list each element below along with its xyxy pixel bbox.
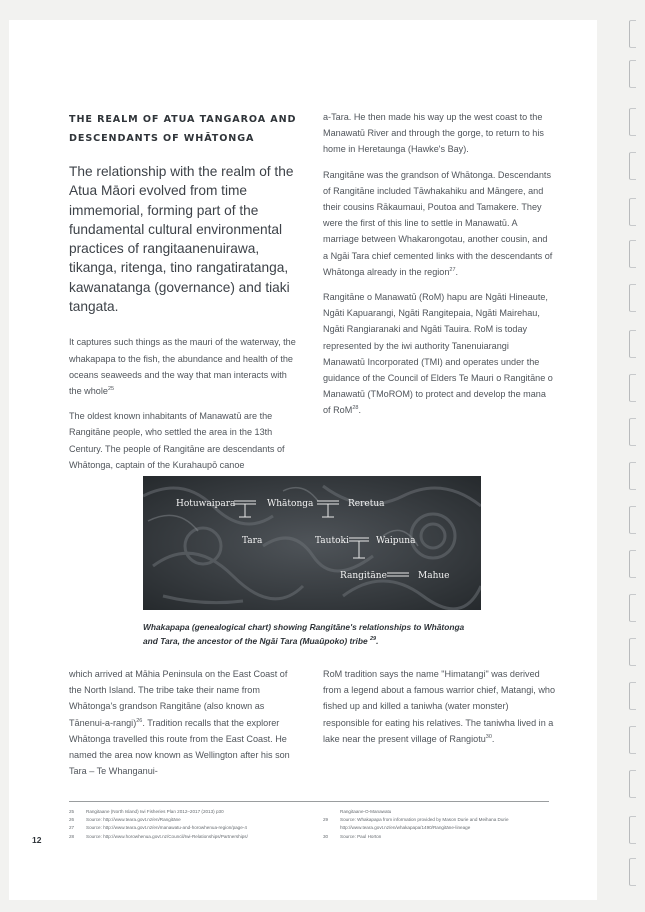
footnote-number: 28 <box>69 833 75 839</box>
edge-tab <box>629 770 636 798</box>
whakapapa-figure <box>143 476 481 610</box>
lead-paragraph: The relationship with the realm of the Atua Māori evolved from time immemorial, forming part of the fundamental cultural environmental practices of rangitaanenuirawa, tikanga, ritenga, tino rangatiratanga, kawanatanga (governance) and tiaki tangata. <box>69 164 294 315</box>
edge-tab <box>629 330 636 358</box>
edge-tab <box>629 374 636 402</box>
edge-tab <box>629 284 636 312</box>
edge-tab <box>629 20 636 48</box>
edge-tab <box>629 858 636 886</box>
edge-tab <box>629 462 636 490</box>
edge-tab <box>629 108 636 136</box>
footnote-divider <box>69 801 549 802</box>
left-column <box>69 110 297 482</box>
name-hotuwaipara: Hotuwaipara <box>176 499 236 509</box>
footnote-text: Rangitaane (North Island) Iwi Fisheries Plan 2012–2017 (2013) p30 <box>86 809 224 814</box>
footnote-text: Source: Whakapapa from information provided by Mason Durie and Meihana Durie <box>340 817 509 823</box>
footnote <box>69 833 309 841</box>
footnote-text: http://www.teara.govt.nz/en/whakapapa/1490/Rangitāne-lineage <box>340 825 471 831</box>
footnote-text: Source: http://www.teara.govt.nz/en/manawatu-and-horowhenua-region/page-4 <box>86 825 247 831</box>
whakapapa-chart <box>143 476 481 610</box>
footnote <box>323 816 549 824</box>
footnote-number: 27 <box>69 825 75 831</box>
footnote-ref: 27 <box>449 266 456 273</box>
edge-tab <box>629 594 636 622</box>
footnote-number: 26 <box>69 817 75 823</box>
page-edge-tabs <box>627 0 645 912</box>
document-page <box>9 20 597 900</box>
body-paragraph: Rangitāne was the grandson of Whātonga. Descendants of Rangitāne included Tāwhakahiku and Māngere, and their cousins Rākaumaui, Poutoa and Tamakere. They were the first of this line to settle in Manawatū. A marriage between Whakarongotau, another cousin, and a Ngāi Tara chief cemented links with the descendants of Whātonga already in the region$^{27}$. <box>323 169 553 277</box>
caption-text: Whakapapa (genealogical chart) showing Rangitāne's relationships to Whātonga and Tara, the ancestor of the Ngāi Tara (Muaūpoko) tribe <box>143 622 465 646</box>
footnote-ref: 26 <box>136 717 143 724</box>
footnote-number: 30 <box>323 833 329 839</box>
footnote-ref: 25 <box>107 385 115 392</box>
footnote <box>69 808 309 816</box>
body-paragraph: The oldest known inhabitants of Manawatū are the Rangitāne people, who settled the area in the 13th Century. The people of Rangitāne are descendants of Whātonga, captain of the Kurahaupō canoe <box>69 411 285 470</box>
edge-tab <box>629 638 636 666</box>
footnote <box>323 808 549 816</box>
footnote-number: 25 <box>69 809 75 814</box>
paragraph-text-cont: . Tradition recalls that the explorer Whātonga travelled this route from the East Coast. He named the area now known as Wellington after his son Tara – Te Whanganui- <box>69 717 290 777</box>
name-mahue: Mahue <box>418 571 450 581</box>
body-paragraph: RoM tradition says the name "Himatangi" was derived from a legend about a famous warrior chief, Matangi, who fished up and killed a taniwha (water monster) responsible for eating his relatives. The taniwha lived in a lake near the present village of Rangiotu$^{30}$. <box>323 669 556 744</box>
footnote <box>323 833 549 841</box>
paragraph-text: Rangitāne was the grandson of Whātonga. Descendants of Rangitāne included Tāwhakahiku and Māngere, and their cousins Rākaumaui, Poutoa and Tamakere. They were the first of this line to settle in Manawatū. A marriage between Whakarongotau, another cousin, and a Ngāi Tara chief cemented links with the descendants of Whātonga already in the region <box>323 169 553 277</box>
name-tara: Tara <box>242 536 263 546</box>
name-reretua: Reretua <box>348 499 385 509</box>
figure-caption: Whakapapa (genealogical chart) showing Rangitāne's relationships to Whātonga and Tara, the ancestor of the Ngāi Tara (Muaūpoko) tribe $^{29}$. <box>143 622 465 646</box>
edge-tab <box>629 550 636 578</box>
footnote-text: Rangitaane-O-Manawatu <box>340 809 392 814</box>
carving-background <box>143 476 481 610</box>
name-waipuna: Waipuna <box>376 536 416 546</box>
footnote-text: Source: Paul Horton <box>340 833 382 839</box>
body-paragraph: Rangitāne o Manawatū (RoM) hapu are Ngāti Hineaute, Ngāti Kapuarangi, Ngāti Rangitepaia, Ngāti Mairehau, Ngāti Rangiaranaki and Ngāti Tauira. RoM is today represented by the iwi authority Tanenuiarangi Manawatū Incorporated (TMI) and operates under the guidance of the Council of Elders Te Mauri o Rangitāne o Manawatū (TMoROM) to protect and develop the mana of RoM$^{28}$. <box>323 292 553 416</box>
edge-tab <box>629 60 636 88</box>
footnote-number <box>323 824 340 832</box>
footnote <box>69 816 309 824</box>
edge-tab <box>629 152 636 180</box>
footnotes-right <box>323 808 549 841</box>
footnote <box>323 824 549 832</box>
edge-tab <box>629 682 636 710</box>
page-number: 12 <box>32 835 42 845</box>
body-paragraph <box>69 666 301 779</box>
footnote-number <box>323 808 340 816</box>
footnote-number: 29 <box>323 817 329 823</box>
footnote-text: Source: http://www.horowhenua.govt.nz/Council/Iwi-Relationships/Partnerships/ <box>86 833 248 839</box>
body-paragraph <box>69 334 297 399</box>
name-rangitane: Rangitāne <box>340 571 387 581</box>
footnote-ref: 29 <box>369 636 377 643</box>
footnote-text: Source: http://www.teara.govt.nz/en/Rangitāne <box>86 817 181 823</box>
name-whatonga: Whātonga <box>267 499 314 509</box>
footnote-ref: 28 <box>352 405 359 412</box>
edge-tab <box>629 198 636 226</box>
edge-tab <box>629 816 636 844</box>
name-tautoki: Tautoki <box>315 536 349 546</box>
edge-tab <box>629 506 636 534</box>
left-column-lower <box>69 666 301 788</box>
edge-tab <box>629 726 636 754</box>
section-heading: THE REALM OF ATUA TANGAROA AND DESCENDANTS OF WHĀTONGA <box>69 114 297 144</box>
edge-tab <box>629 418 636 446</box>
body-paragraph: a-Tara. He then made his way up the west coast to the Manawatū River and through the gorge, to return to his home in Heretaunga (Hawke's Bay). <box>323 112 544 155</box>
paragraph-text: It captures such things as the mauri of the waterway, the whakapapa to the fish, the abundance and health of the oceans seaweeds and the way that man interacts with the whole <box>69 337 296 396</box>
footnotes-left <box>69 808 309 841</box>
paragraph-text: Rangitāne o Manawatū (RoM) hapu are Ngāti Hineaute, Ngāti Kapuarangi, Ngāti Rangitepaia, Ngāti Mairehau, Ngāti Rangiaranaki and Ngāti Tauira. RoM is today represented by the iwi authority Tanenuiarangi Manawatū Incorporated (TMI) and operates under the guidance of the Council of Elders Te Mauri o Rangitāne o Manawatū (TMoROM) to protect and develop the mana of RoM <box>323 292 553 416</box>
right-column-lower <box>323 666 555 756</box>
footnote <box>69 824 309 832</box>
edge-tab <box>629 240 636 268</box>
footnote-ref: 30 <box>485 733 492 740</box>
paragraph-text: RoM tradition says the name "Himatangi" was derived from a legend about a famous warrior chief, Matangi, who fished up and killed a taniwha (water monster) responsible for eating his relatives. The taniwha lived in a lake near the present village of Rangiotu <box>323 669 556 744</box>
right-column <box>323 109 553 428</box>
paragraph-text: which arrived at Māhia Peninsula on the East Coast of the North Island. The tribe take their name from Whātonga's grandson Rangitāne (also known as Tānenui-a-rangi) <box>69 669 288 728</box>
